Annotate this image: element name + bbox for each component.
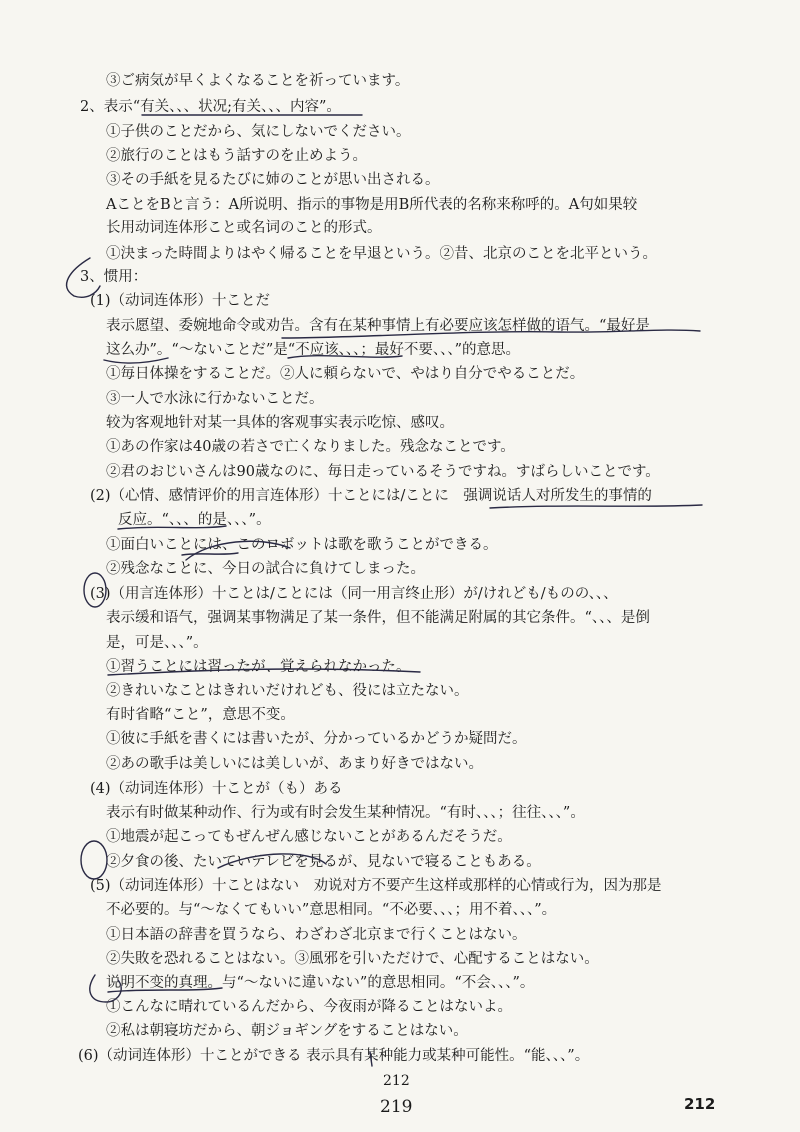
text-line: (2)（心情、感情评价的用言连体形）十ことには/ことに 强调说话人对所发生的事情的 [90,488,652,504]
text-line: AことをBと言う：A所说明、指示的事物是用B所代表的名称来称呼的。A句如果较 [106,197,638,213]
text-line: 这么办”。“～ないことだ”是“不应该、、、；最好不要、、、”的意思。 [106,342,521,358]
text-line: ②あの歌手は美しいには美しいが、あまり好きではない。 [106,756,483,772]
text-line: ①習うことには習ったが、覚えられなかった。 [106,659,411,675]
text-line: ①日本語の辞書を買うなら、わざわざ北京まで行くことはない。 [106,927,527,943]
page-number-corner: 212 [684,1095,716,1113]
text-line: 2、表示“有关、、、状况;有关、、、内容”。 [80,99,341,115]
text-line: 表示缓和语气，强调某事物满足了某一条件，但不能满足附属的其它条件。“、、、是倒 [106,610,650,626]
text-line: 说明不变的真理。与“～ないに違いない”的意思相同。“不会、、、”。 [106,975,535,991]
text-line: (4)（动词连体形）十ことが（も）ある [90,781,343,797]
text-line: ③その手紙を見るたびに姉のことが思い出される。 [106,172,440,188]
text-line: 反应。“、、、的是、、、”。 [118,512,271,528]
text-line: 不必要的。与“～なくてもいい”意思相同。“不必要、、、；用不着、、、”。 [106,902,557,918]
text-line: ②君のおじいさんは90歳なのに、毎日走っているそうですね。すばらしいことです。 [106,464,660,480]
circle-mark [81,841,107,879]
text-line: 3、惯用： [80,269,148,285]
text-line: ②残念なことに、今日の試合に負けてしまった。 [106,561,425,577]
page-number-inner: 212 [383,1073,410,1089]
text-line: 有时省略“こと”，意思不变。 [106,707,295,723]
text-line: ①地震が起こってもぜんぜん感じないことがあるんだそうだ。 [106,829,512,845]
text-line: ①彼に手紙を書くには書いたが、分かっているかどうか疑問だ。 [106,731,527,747]
text-line: 表示愿望、委婉地命令或劝告。含有在某种事情上有必要应该怎样做的语气。“最好是 [106,318,650,334]
text-line: ①毎日体操をすることだ。②人に頼らないで、やはり自分でやることだ。 [106,366,585,382]
text-line: (3)（用言连体形）十ことは/ことには（同一用言终止形）が/けれども/ものの、、、 [90,586,618,602]
text-line: 较为客观地针对某一具体的客观事实表示吃惊、感叹。 [106,415,454,431]
text-line: ②旅行のことはもう話すのを止めよう。 [106,148,367,164]
text-line: ②夕食の後、たいていテレビを見るが、見ないで寝ることもある。 [106,854,541,870]
text-line: 表示有时做某种动作、行为或有时会发生某种情况。“有时、、、；往往、、、”。 [106,805,585,821]
text-line: ①あの作家は40歳の若さで亡くなりました。残念なことです。 [106,439,515,455]
text-line: (5)（动词连体形）十ことはない 劝说对方不要产生这样或那样的心情或行为，因为那是 [90,878,662,894]
text-line: ②失敗を恐れることはない。③風邪を引いただけで、心配することはない。 [106,951,599,967]
text-line: ②私は朝寝坊だから、朝ジョギングをすることはない。 [106,1023,468,1039]
text-line: (6)（动词连体形）十ことができる 表示具有某种能力或某种可能性。“能、、、”。 [78,1048,590,1064]
text-line: ①面白いことには、このロボットは歌を歌うことができる。 [106,537,498,553]
text-line: ②きれいなことはきれいだけれども、役には立たない。 [106,683,469,699]
text-line: ①子供のことだから、気にしないでください。 [106,124,411,140]
text-line: ③ご病気が早くよくなることを祈っています。 [106,73,410,89]
text-line: 是，可是、、、”。 [106,635,208,651]
text-line: 长用动词连体形こと或名词のこと的形式。 [106,220,382,236]
text-line: (1)（动词连体形）十ことだ [90,293,271,309]
text-line: ①決まった時間よりはやく帰ることを早退という。②昔、北京のことを北平という。 [106,246,657,262]
text-line: ①こんなに晴れているんだから、今夜雨が降ることはないよ。 [106,999,512,1015]
text-line: ③一人で水泳に行かないことだ。 [106,391,324,407]
page-number-middle: 219 [380,1097,413,1117]
underline-mark [490,505,702,508]
